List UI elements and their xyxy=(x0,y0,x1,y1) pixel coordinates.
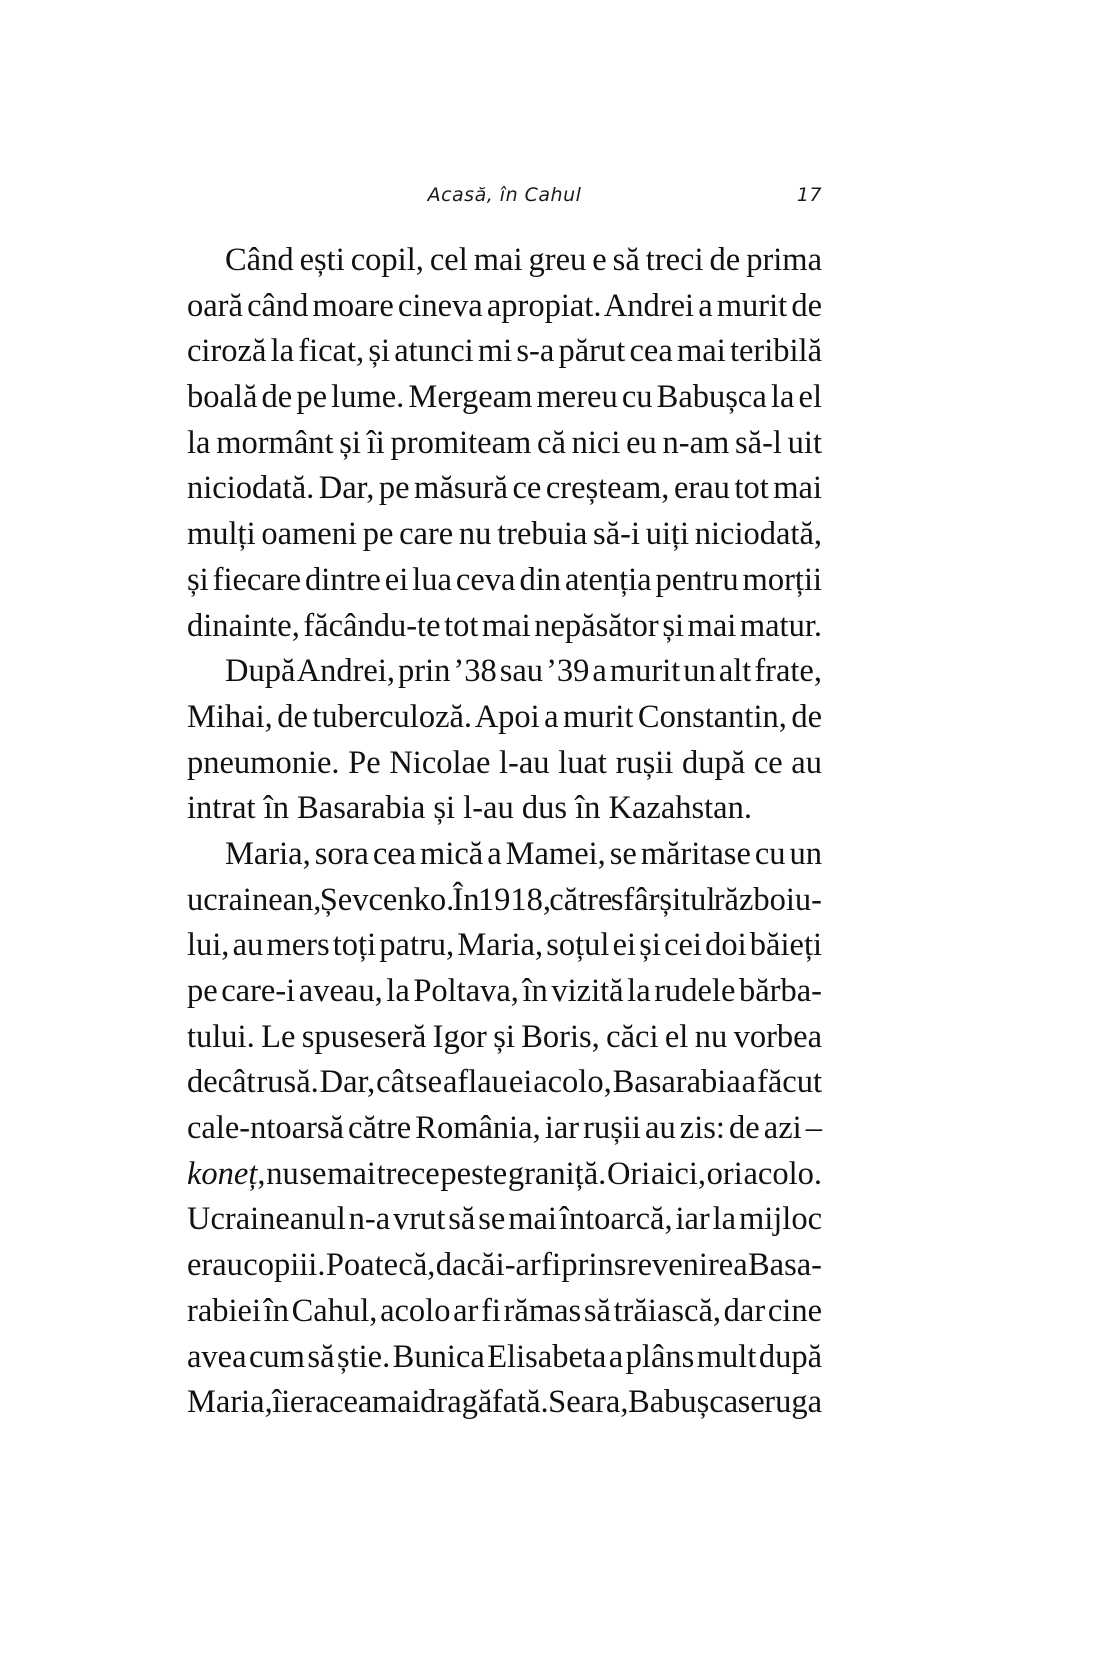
book-page xyxy=(187,180,822,1426)
text-line: După Andrei, prin ’38 sau ’39 a murit un alt frate, xyxy=(225,653,822,690)
text-line: lui, au mers toți patru, Maria, soțul ei și cei doi băieți xyxy=(187,927,822,964)
text-line: erau copiii. Poate că, dacă i-ar fi prins revenirea Basa- xyxy=(187,1247,822,1284)
text-line: oară când moare cineva apropiat. Andrei a murit de xyxy=(187,287,822,324)
text-line: decât rusă. Dar, cât se aflau ei acolo, Basarabia a făcut xyxy=(187,1064,822,1101)
text-line: niciodată. Dar, pe măsură ce creșteam, erau tot mai xyxy=(187,470,822,507)
text-line: Maria, sora cea mică a Mamei, se măritase cu un xyxy=(225,835,822,872)
page-number: 17 xyxy=(796,184,822,206)
paragraph-2 xyxy=(187,649,822,832)
text-line-rest: , nu se mai trece peste graniță. Ori aici, ori acolo. xyxy=(257,1155,822,1192)
text-line: avea cum să știe. Bunica Elisabeta a plâns mult după xyxy=(187,1338,822,1375)
text-line: și fiecare dintre ei lua ceva din atenția pentru morții xyxy=(187,561,822,598)
text-line: pe care-i aveau, la Poltava, în vizită la rudele bărba- xyxy=(187,973,822,1009)
text-line: dinainte, făcându-te tot mai nepăsător și mai matur. xyxy=(187,607,822,644)
paragraph-1 xyxy=(187,238,822,649)
text-line: ciroză la ficat, și atunci mi s-a părut cea mai teribilă xyxy=(187,333,822,370)
body-text xyxy=(187,238,822,1426)
text-line: cale-ntoarsă către România, iar rușii au zis: de azi – xyxy=(187,1110,822,1147)
text-line: pneumonie. Pe Nicolae l-au luat rușii după ce au xyxy=(187,744,822,781)
running-head xyxy=(187,180,822,216)
text-line: la mormânt și îi promiteam că nici eu n-am să-l uit xyxy=(187,424,822,461)
text-line: rabiei în Cahul, acolo ar fi rămas să trăiască, dar cine xyxy=(187,1292,822,1329)
text-line: boală de pe lume. Mergeam mereu cu Babușca la el xyxy=(187,379,822,416)
text-line: ucrainean, Șevcenko. În 1918, către sfârșitul războiu- xyxy=(187,881,822,918)
text-line: Mihai, de tuberculoză. Apoi a murit Constantin, de xyxy=(187,698,822,735)
text-line: Când ești copil, cel mai greu e să treci de prima xyxy=(225,242,822,278)
running-title: Acasă, în Cahul xyxy=(427,184,582,206)
text-line: intrat în Basarabia și l-au dus în Kazahstan. xyxy=(187,790,752,827)
text-line: Maria, îi era cea mai dragă fată. Seara, Babușca se ruga xyxy=(187,1384,822,1421)
text-line: Ucraineanul n-a vrut să se mai întoarcă, iar la mijloc xyxy=(187,1201,822,1238)
text-line: mulți oameni pe care nu trebuia să-i uiți niciodată, xyxy=(187,516,822,553)
text-line: tului. Le spuseseră Igor și Boris, căci el nu vorbea xyxy=(187,1018,822,1055)
italic-word: koneț xyxy=(187,1155,258,1192)
paragraph-3 xyxy=(187,832,822,1426)
text-line-mixed xyxy=(187,1152,822,1198)
